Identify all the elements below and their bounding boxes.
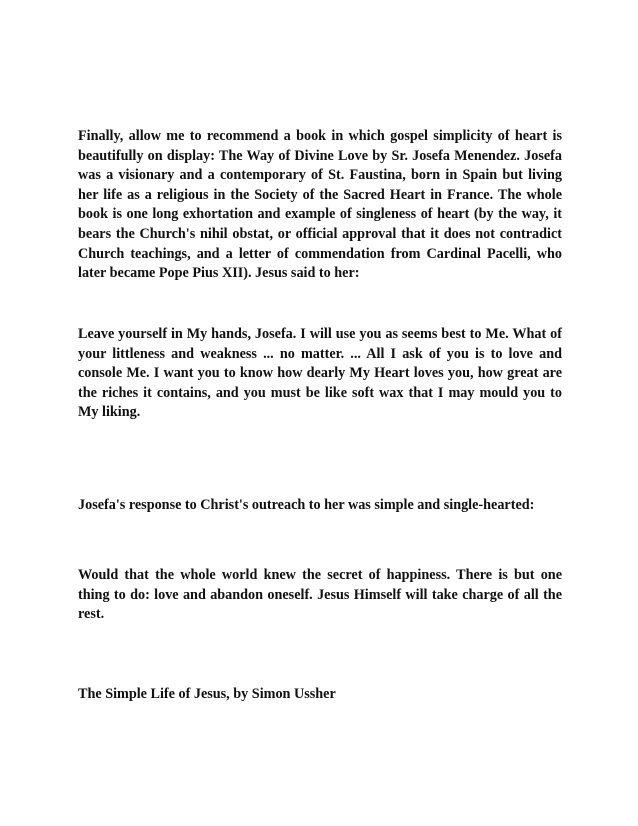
paragraph-josefa-quote: Would that the whole world knew the secret of happiness. There is but one thing to do: love and abandon oneself. Jesus Himself will take charge of all the rest. (78, 567, 562, 623)
paragraph-jesus-quote: Leave yourself in My hands, Josefa. I will use you as seems best to Me. What of your littleness and weakness ... no matter. ... All I ask of you is to love and console Me. I want you to know how dearly My Heart loves you, how great are the riches it contains, and you must be like soft wax that I may mould you to My liking. (78, 326, 562, 421)
paragraph-book-recommendation: Finally, allow me to recommend a book in which gospel simplicity of heart is beautifully on display: The Way of Divine Love by Sr. Josefa Menendez. Josefa was a visionary and a contemporary of St. Faustina, born in Spain but living her life as a religious in the Society of the Sacred Heart in France. The whole book is one long exhortation and example of singleness of heart (by the way, it bears the Church's nihil obstat, or official approval that it does not contradict Church teachings, and a letter of commendation from Cardinal Pacelli, who later became Pope Pius XII). Jesus said to her: (78, 128, 562, 282)
paragraph-josefa-response-intro: Josefa's response to Christ's outreach to her was simple and single-hearted: (78, 497, 535, 513)
source-attribution: The Simple Life of Jesus, by Simon Ussher (78, 686, 336, 702)
